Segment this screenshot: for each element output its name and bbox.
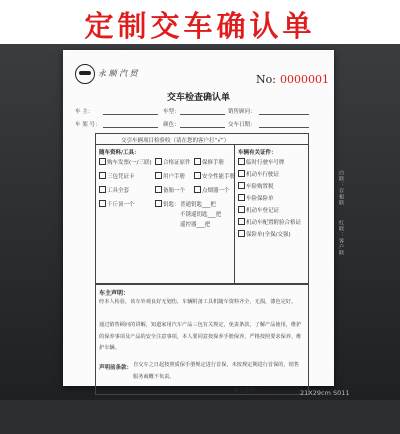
footer-owner-sign: 车主签名： xyxy=(235,413,263,419)
column-divider xyxy=(234,144,235,283)
size-code-label: 21X29cm S011 xyxy=(300,389,350,397)
check-item: 备胎一个 xyxy=(163,188,186,194)
delivery-date-label: 交车日期： xyxy=(228,122,256,128)
footer-date: 年 月 日 xyxy=(183,428,203,434)
side-label-red: 红联：客户联 xyxy=(338,220,344,256)
check-item: 机动车配置附验合格证 xyxy=(246,220,302,226)
checkbox[interactable] xyxy=(99,200,106,207)
delivery-date-line xyxy=(259,127,309,128)
side-label-white: 白联：存根联 xyxy=(338,170,344,206)
checkbox[interactable] xyxy=(99,158,106,165)
check-item: 安全性能手册 xyxy=(202,174,236,180)
color-line xyxy=(180,127,225,128)
special-clause-label: 声明前条款： xyxy=(99,365,133,371)
checkbox[interactable] xyxy=(238,170,245,177)
check-item: 机动车登记证 xyxy=(246,208,280,214)
special-clause-text: 自交车之日起按照质保手册规定进行首保，未按规定期进行首保的，销售服务商概不负责。 xyxy=(133,362,300,380)
model-line xyxy=(180,114,225,115)
brand-logo-icon xyxy=(75,64,95,84)
statement-paragraph-2: 通过销售顾问的讲解，知道家用汽车产品三包有关规定，免责条款，了解产品使用，维护的保养事项及产品的安全注意事项，本人要同意按保养手册保养，严格按照要求保养、维护车辆。 xyxy=(99,322,302,351)
check-item: 点烟器一个 xyxy=(202,188,230,194)
check-item: 用户手册 xyxy=(163,174,186,180)
check-item: 购车发票(一/三联) xyxy=(107,160,152,166)
footer-dept: 经办人： xyxy=(155,413,178,419)
checkbox[interactable] xyxy=(238,182,245,189)
checkbox[interactable] xyxy=(155,200,162,207)
checkbox[interactable] xyxy=(194,186,201,193)
checkbox[interactable] xyxy=(99,186,106,193)
check-item: 保修手册 xyxy=(202,160,225,166)
serial-number: 0000001 xyxy=(280,73,329,86)
color-label: 颜色： xyxy=(163,122,180,128)
table-header: 交引车辆项目检验收（请在您的客户打“√”） xyxy=(121,138,230,144)
checkbox[interactable] xyxy=(238,230,245,237)
promo-banner xyxy=(0,0,400,44)
owner-label: 车 主： xyxy=(75,109,94,115)
owner-line xyxy=(103,114,158,115)
consultant-label: 销售顾问： xyxy=(228,109,256,115)
vin-label: 车 架 号： xyxy=(75,122,101,128)
serial-label: No: xyxy=(256,73,276,86)
check-item: 千斤顶一个 xyxy=(107,202,135,208)
brand-name: 永 顺 汽 贸 xyxy=(98,69,138,78)
checkbox[interactable] xyxy=(238,194,245,201)
checkbox[interactable] xyxy=(238,206,245,213)
keys-normal: 普通钥匙___把 xyxy=(180,202,216,208)
checkbox[interactable] xyxy=(155,158,162,165)
checkbox[interactable] xyxy=(194,158,201,165)
check-item: 保险单(全保/交强) xyxy=(246,232,291,238)
checkbox[interactable] xyxy=(238,158,245,165)
owner-signature-label: 车主签名： xyxy=(233,388,261,394)
keys-label: 钥匙： xyxy=(163,202,180,208)
statement-paragraph-1: 经本人检验，该车外观良好无划伤，车辆附备工具机随车资料齐全，无损，漆色完好。 xyxy=(99,299,297,305)
keys-remote: 遥控器___把 xyxy=(180,222,211,228)
table-divider xyxy=(95,144,308,145)
checkbox[interactable] xyxy=(99,172,106,179)
vin-line xyxy=(103,127,158,128)
check-item: 车险保险单 xyxy=(246,196,274,202)
checkbox[interactable] xyxy=(238,218,245,225)
statement-heading: 车主声明： xyxy=(99,290,130,297)
checkbox[interactable] xyxy=(155,172,162,179)
check-item: 三包凭证卡 xyxy=(107,174,135,180)
check-item: 机动车行驶证 xyxy=(246,172,280,178)
check-item: 合格证原件 xyxy=(163,160,191,166)
consultant-line xyxy=(259,114,309,115)
checkbox[interactable] xyxy=(194,172,201,179)
keys-stainless: 不锈遥钥匙___把 xyxy=(180,212,222,218)
check-item: 工具全套 xyxy=(107,188,130,194)
certificates-heading: 车辆有关证件： xyxy=(238,150,277,156)
documents-heading: 随车资料/工具： xyxy=(99,150,140,156)
footer-handler: 服务经办： xyxy=(77,413,105,419)
check-item: 临时行驶车号牌 xyxy=(246,160,285,166)
check-item: 车险购置税 xyxy=(246,184,274,190)
banner-title: 定制交车确认单 xyxy=(84,9,316,43)
form-title: 交车检查确认单 xyxy=(166,93,230,103)
model-label: 车型： xyxy=(163,109,180,115)
checkbox[interactable] xyxy=(155,186,162,193)
